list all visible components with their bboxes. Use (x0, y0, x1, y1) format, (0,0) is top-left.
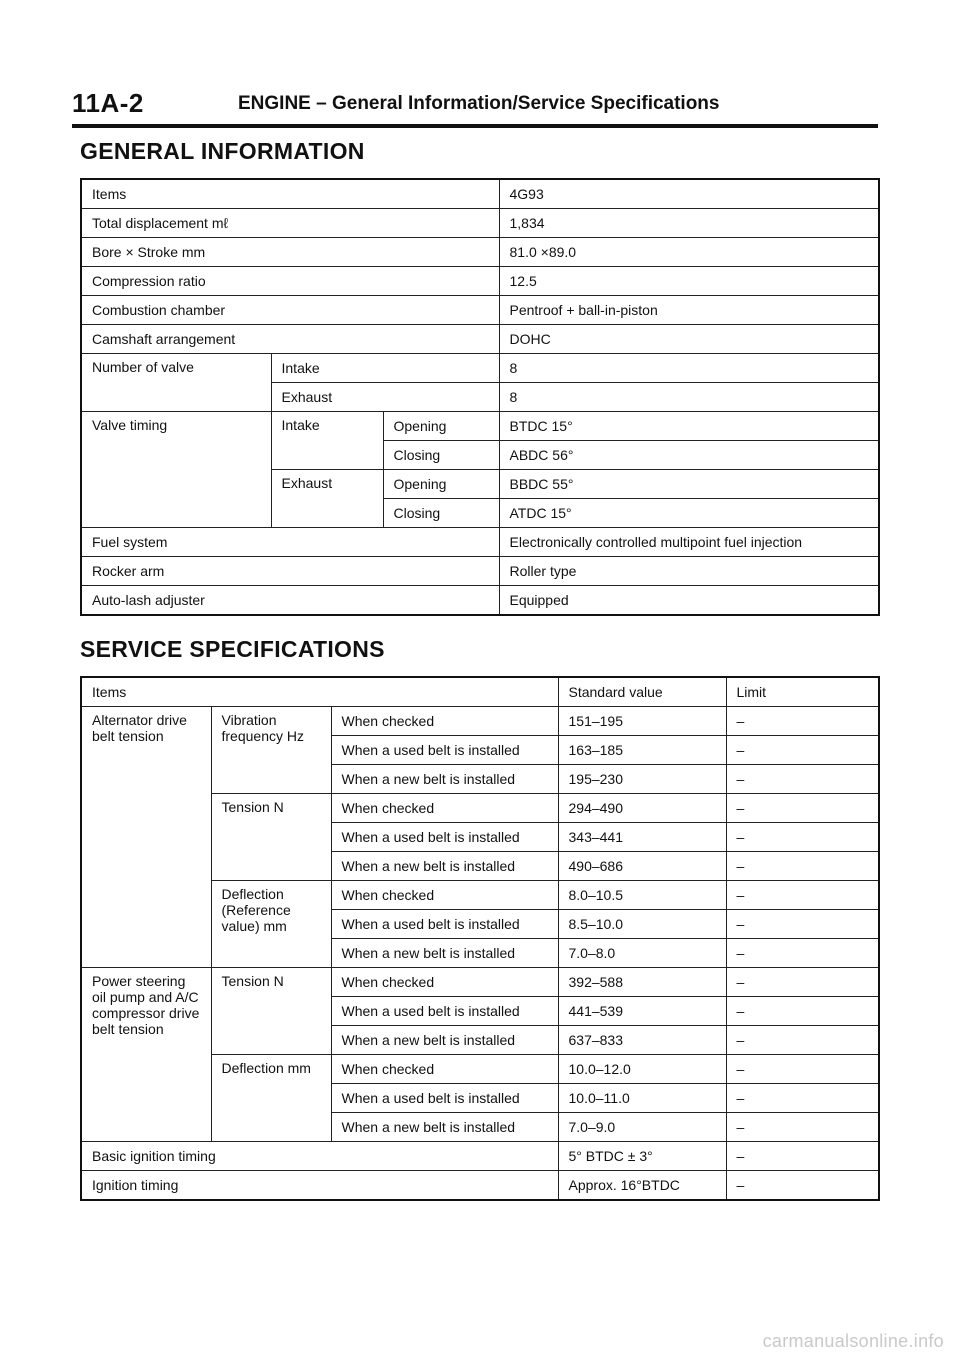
table-row (81, 1142, 879, 1171)
measure-label: Vibration frequency Hz (211, 707, 331, 794)
measure-label: Tension N (211, 794, 331, 881)
table-row (81, 325, 879, 354)
page-number: 11A-2 (72, 88, 144, 118)
table-row (81, 238, 879, 267)
condition-label: When a new belt is installed (331, 1113, 558, 1142)
row-value: 1,834 (499, 209, 879, 238)
limit-value: – (726, 707, 879, 736)
watermark: carmanualsonline.info (762, 1331, 944, 1351)
row-label: Bore × Stroke mm (81, 238, 499, 267)
limit-value: – (726, 939, 879, 968)
limit-value: – (726, 823, 879, 852)
general-information-heading: GENERAL INFORMATION (80, 138, 365, 164)
sub-label: Exhaust (271, 383, 499, 412)
limit-value: – (726, 852, 879, 881)
standard-value: 5° BTDC ± 3° (558, 1142, 726, 1171)
table-row (81, 677, 879, 707)
engine-model-header: 4G93 (499, 179, 879, 209)
service-specifications-heading: SERVICE SPECIFICATIONS (80, 636, 385, 662)
row-label: Basic ignition timing (81, 1142, 558, 1171)
page-header (72, 86, 878, 128)
condition-label: When a used belt is installed (331, 1084, 558, 1113)
table-row (81, 179, 879, 209)
row-value: 8 (499, 383, 879, 412)
table-row (81, 586, 879, 616)
table-row (81, 267, 879, 296)
limit-value: – (726, 968, 879, 997)
condition-label: When checked (331, 707, 558, 736)
condition-label: When checked (331, 968, 558, 997)
limit-value: – (726, 910, 879, 939)
sub-label: Intake (271, 354, 499, 383)
standard-value: 8.0–10.5 (558, 881, 726, 910)
standard-value: 343–441 (558, 823, 726, 852)
table-row (81, 968, 879, 997)
row-value: 8 (499, 354, 879, 383)
row-label: Combustion chamber (81, 296, 499, 325)
table-row (81, 296, 879, 325)
limit-value: – (726, 1171, 879, 1201)
limit-value: – (726, 1113, 879, 1142)
row-label: Compression ratio (81, 267, 499, 296)
condition-label: When checked (331, 881, 558, 910)
standard-value: 195–230 (558, 765, 726, 794)
limit-value: – (726, 1026, 879, 1055)
row-value: 12.5 (499, 267, 879, 296)
table-row (81, 707, 879, 736)
limit-header: Limit (726, 677, 879, 707)
standard-value: 10.0–11.0 (558, 1084, 726, 1113)
row-label: Number of valve (81, 354, 271, 412)
measure-label: Tension N (211, 968, 331, 1055)
items-header: Items (81, 179, 499, 209)
standard-value: 7.0–8.0 (558, 939, 726, 968)
row-value: 81.0 ×89.0 (499, 238, 879, 267)
standard-value: 8.5–10.0 (558, 910, 726, 939)
row-label: Camshaft arrangement (81, 325, 499, 354)
standard-value: 490–686 (558, 852, 726, 881)
header-title: ENGINE – General Information/Service Specifications (238, 93, 720, 114)
row-label: Ignition timing (81, 1171, 558, 1201)
standard-value: 10.0–12.0 (558, 1055, 726, 1084)
limit-value: – (726, 997, 879, 1026)
table-row (81, 557, 879, 586)
standard-value-header: Standard value (558, 677, 726, 707)
standard-value: 637–833 (558, 1026, 726, 1055)
row-value: Equipped (499, 586, 879, 616)
condition-label: When a new belt is installed (331, 1026, 558, 1055)
general-information-table (80, 178, 880, 616)
table-row (81, 528, 879, 557)
limit-value: – (726, 765, 879, 794)
limit-value: – (726, 881, 879, 910)
row-label: Rocker arm (81, 557, 499, 586)
sub-label: Exhaust (271, 470, 383, 528)
row-value: ATDC 15° (499, 499, 879, 528)
row-label: Auto-lash adjuster (81, 586, 499, 616)
row-label: Fuel system (81, 528, 499, 557)
sub-label: Closing (383, 499, 499, 528)
standard-value: 441–539 (558, 997, 726, 1026)
condition-label: When a new belt is installed (331, 765, 558, 794)
condition-label: When checked (331, 794, 558, 823)
table-row (81, 209, 879, 238)
condition-label: When checked (331, 1055, 558, 1084)
row-label: Valve timing (81, 412, 271, 528)
condition-label: When a used belt is installed (331, 736, 558, 765)
standard-value: 163–185 (558, 736, 726, 765)
group-label: Alternator drive belt tension (81, 707, 211, 968)
standard-value: 392–588 (558, 968, 726, 997)
row-label: Total displacement mℓ (81, 209, 499, 238)
limit-value: – (726, 1142, 879, 1171)
row-value: BTDC 15° (499, 412, 879, 441)
sub-label: Closing (383, 441, 499, 470)
row-value: Pentroof + ball-in-piston (499, 296, 879, 325)
sub-label: Opening (383, 412, 499, 441)
condition-label: When a used belt is installed (331, 997, 558, 1026)
table-row (81, 412, 879, 441)
measure-label: Deflection (Reference value) mm (211, 881, 331, 968)
condition-label: When a new belt is installed (331, 852, 558, 881)
limit-value: – (726, 794, 879, 823)
service-specifications-table (80, 676, 880, 1201)
table-row (81, 354, 879, 383)
standard-value: Approx. 16°BTDC (558, 1171, 726, 1201)
table-row (81, 1171, 879, 1201)
row-value: DOHC (499, 325, 879, 354)
measure-label: Deflection mm (211, 1055, 331, 1142)
condition-label: When a new belt is installed (331, 939, 558, 968)
condition-label: When a used belt is installed (331, 910, 558, 939)
standard-value: 151–195 (558, 707, 726, 736)
row-value: Electronically controlled multipoint fuel injection (499, 528, 879, 557)
row-value: Roller type (499, 557, 879, 586)
items-header: Items (81, 677, 558, 707)
limit-value: – (726, 736, 879, 765)
standard-value: 7.0–9.0 (558, 1113, 726, 1142)
sub-label: Intake (271, 412, 383, 470)
group-label: Power steering oil pump and A/C compressor drive belt tension (81, 968, 211, 1142)
limit-value: – (726, 1055, 879, 1084)
standard-value: 294–490 (558, 794, 726, 823)
limit-value: – (726, 1084, 879, 1113)
row-value: ABDC 56° (499, 441, 879, 470)
row-value: BBDC 55° (499, 470, 879, 499)
sub-label: Opening (383, 470, 499, 499)
condition-label: When a used belt is installed (331, 823, 558, 852)
